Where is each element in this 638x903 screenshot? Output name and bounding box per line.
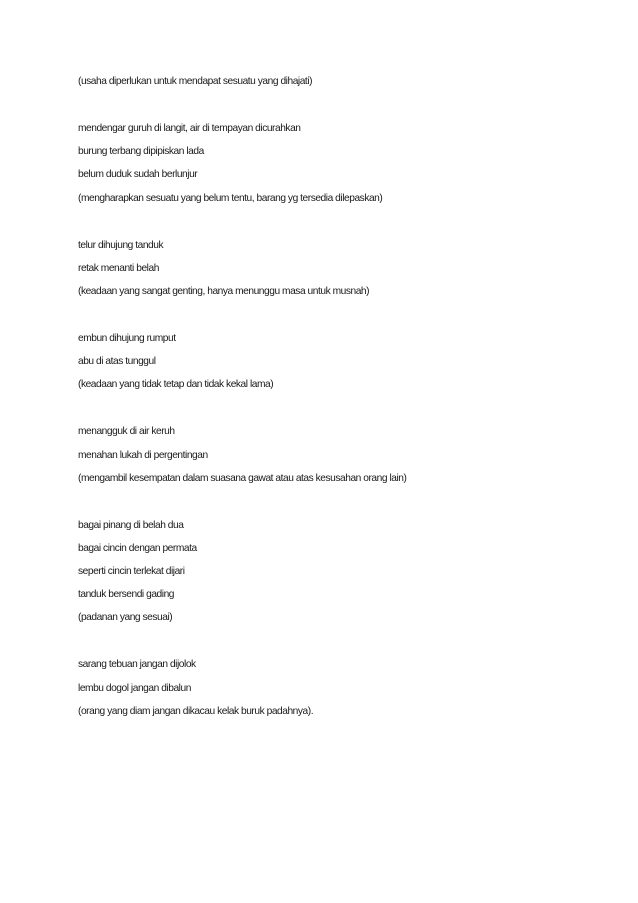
stanza-1 (78, 72, 578, 92)
meaning-line: (keadaan yang sangat genting, hanya menunggu masa untuk musnah) (78, 285, 370, 297)
meaning-line: (mengambil kesempatan dalam suasana gawat atau atas kesusahan orang lain) (78, 472, 407, 484)
meaning-line: (orang yang diam jangan dikacau kelak buruk padahnya). (78, 705, 314, 717)
proverb-line: sarang tebuan jangan dijolok (78, 659, 196, 671)
proverb-line: bagai pinang di belah dua (78, 519, 184, 531)
stanza-5 (78, 422, 578, 488)
meaning-line: (usaha diperlukan untuk mendapat sesuatu yang dihajati) (78, 76, 313, 87)
proverb-line: seperti cincin terlekat dijari (78, 566, 185, 578)
meaning-line: (mengharapkan sesuatu yang belum tentu, barang yg tersedia dilepaskan) (78, 192, 383, 204)
document-body (78, 72, 578, 722)
stanza-6 (78, 516, 578, 629)
proverb-line: abu di atas tunggul (78, 356, 156, 368)
proverb-line: mendengar guruh di langit, air di tempayan dicurahkan (78, 123, 301, 134)
meaning-line: (padanan yang sesuai) (78, 612, 173, 624)
stanza-7 (78, 655, 578, 721)
stanza-2 (78, 119, 578, 209)
proverb-line: bagai cincin dengan permata (78, 542, 197, 554)
proverb-line: tanduk bersendi gading (78, 589, 175, 601)
proverb-line: menahan lukah di pergentingan (78, 449, 208, 461)
proverb-line: belum duduk sudah berlunjur (78, 169, 198, 181)
meaning-line: (keadaan yang tidak tetap dan tidak kekal lama) (78, 379, 274, 391)
proverb-line: telur dihujung tanduk (78, 239, 164, 251)
proverb-line: retak menanti belah (78, 262, 159, 274)
proverb-line: burung terbang dipipiskan lada (78, 146, 204, 158)
proverb-line: lembu dogol jangan dibalun (78, 682, 191, 694)
stanza-4 (78, 329, 578, 395)
proverb-line: menangguk di air keruh (78, 426, 175, 438)
stanza-3 (78, 236, 578, 302)
proverb-line: embun dihujung rumput (78, 332, 176, 344)
